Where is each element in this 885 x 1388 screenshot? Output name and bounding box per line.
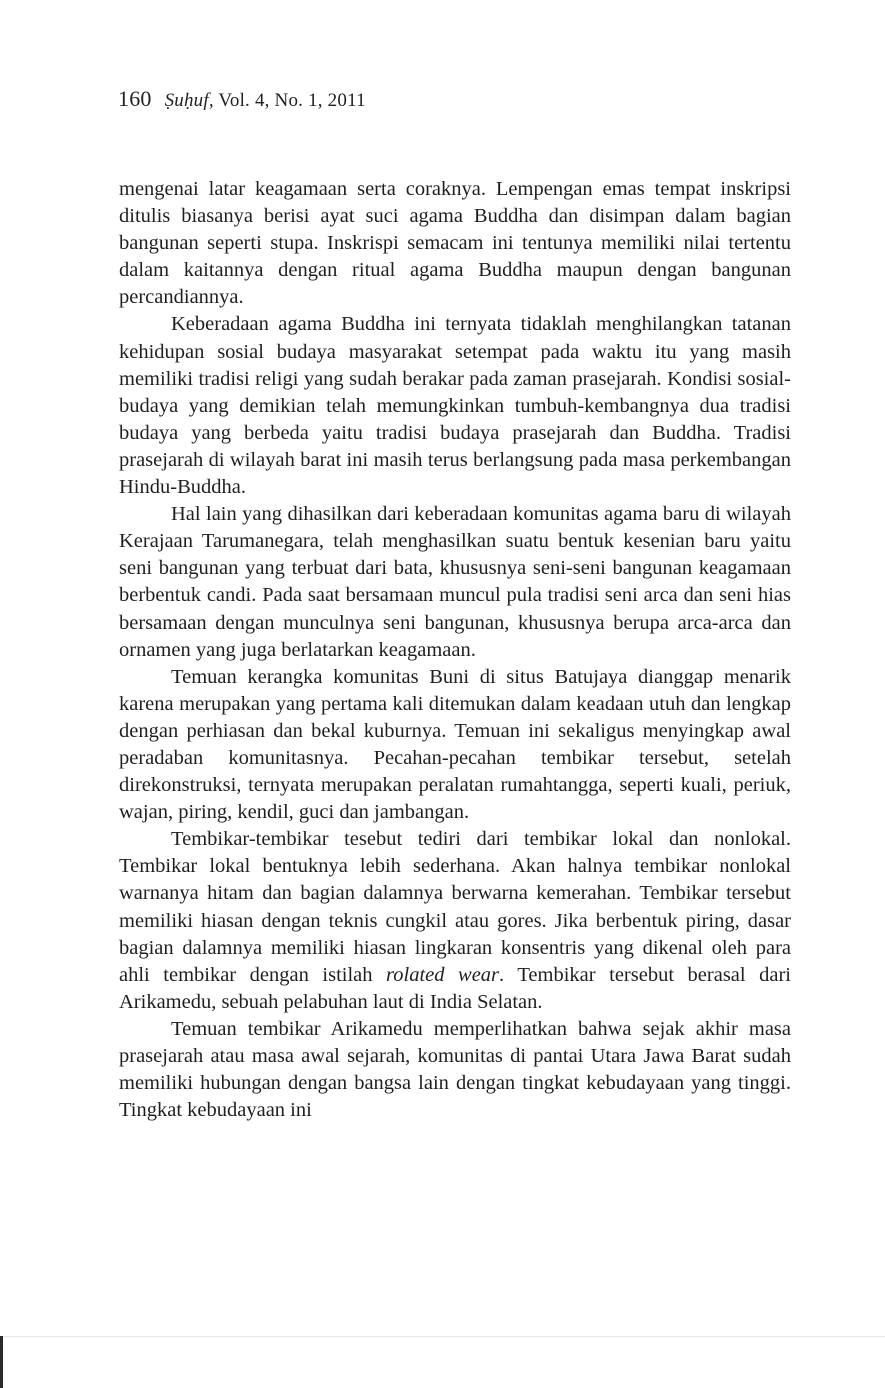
paragraph-1: mengenai latar keagamaan serta coraknya. Lempengan emas tempat inskripsi ditulis biasanya berisi ayat suci agama Buddha dan disimpan dalam bagian bangunan seperti stupa. Inskrispi semacam ini tentunya memiliki nilai tertentu dalam kaitannya dengan ritual agama Buddha maupun dengan bangunan percandiannya. — [119, 178, 791, 309]
volume-info: Vol. 4, No. 1, 2011 — [218, 90, 366, 111]
running-header — [118, 86, 366, 112]
scan-bottom-edge — [0, 1336, 885, 1337]
journal-title: Ṣuḥuf, — [164, 90, 214, 111]
body-text — [119, 176, 791, 1124]
scan-edge-mark — [0, 1336, 3, 1388]
page-number: 160 — [118, 86, 152, 111]
paragraph-6: Temuan tembikar Arikamedu memperlihatkan bahwa sejak akhir masa prasejarah atau masa awal sejarah, komunitas di pantai Utara Jawa Barat sudah memiliki hubungan dengan bangsa lain dengan tingkat kebudayaan yang tinggi. Tingkat kebudayaan ini — [119, 1017, 791, 1122]
paragraph-4: Temuan kerangka komunitas Buni di situs Batujaya dianggap menarik karena merupakan yang pertama kali ditemukan dalam keadaan utuh dan lengkap dengan perhiasan dan bekal kuburnya. Temuan ini sekaligus menyingkap awal peradaban komunitasnya. Pecahan-pecahan tembikar tersebut, setelah direkonstruksi, ternyata merupakan peralatan rumahtangga, seperti kuali, periuk, wajan, piring, kendil, guci dan jambangan. — [119, 665, 791, 824]
paragraph-2: Keberadaan agama Buddha ini ternyata tidaklah menghilangkan tatanan kehidupan sosial budaya masyarakat setempat pada waktu itu yang masih memiliki tradisi religi yang sudah berakar pada zaman prasejarah. Kondisi sosial-budaya yang demikian telah memungkinkan tumbuh-kembangnya dua tradisi budaya yang berbeda yaitu tradisi budaya prasejarah dan Buddha. Tradisi prasejarah di wilayah barat ini masih terus berlangsung pada masa perkembangan Hindu-Buddha. — [119, 313, 791, 499]
paragraph-5-text-before: Tembikar-tembikar tesebut tediri dari tembikar lokal dan nonlokal. Tembikar lokal bentuknya lebih sederhana. Akan halnya tembikar nonlokal warnanya hitam dan bagian dalamnya berwarna kemerahan. Tembikar tersebut memiliki hiasan dengan teknis cungkil atau gores. Jika berbentuk piring, dasar bagian dalamnya memiliki hiasan lingkaran konsentris yang dikenal oleh para ahli tembikar dengan istilah — [119, 828, 791, 986]
paragraph-5-text-after: . Tembikar tersebut berasal dari Arikamedu, sebuah pelabuhan laut di India Selatan. — [119, 963, 791, 1013]
paragraph-5 — [119, 826, 791, 1016]
paragraph-3: Hal lain yang dihasilkan dari keberadaan komunitas agama baru di wilayah Kerajaan Tarumanegara, telah menghasilkan suatu bentuk kesenian baru yaitu seni bangunan yang terbuat dari bata, khususnya seni-seni bangunan keagamaan berbentuk candi. Pada saat bersamaan muncul pula tradisi seni arca dan seni hias bersamaan dengan munculnya seni bangunan, khususnya berupa arca-arca dan ornamen yang juga berlatarkan keagamaan. — [119, 503, 791, 661]
italic-term: rolated wear — [386, 963, 500, 986]
